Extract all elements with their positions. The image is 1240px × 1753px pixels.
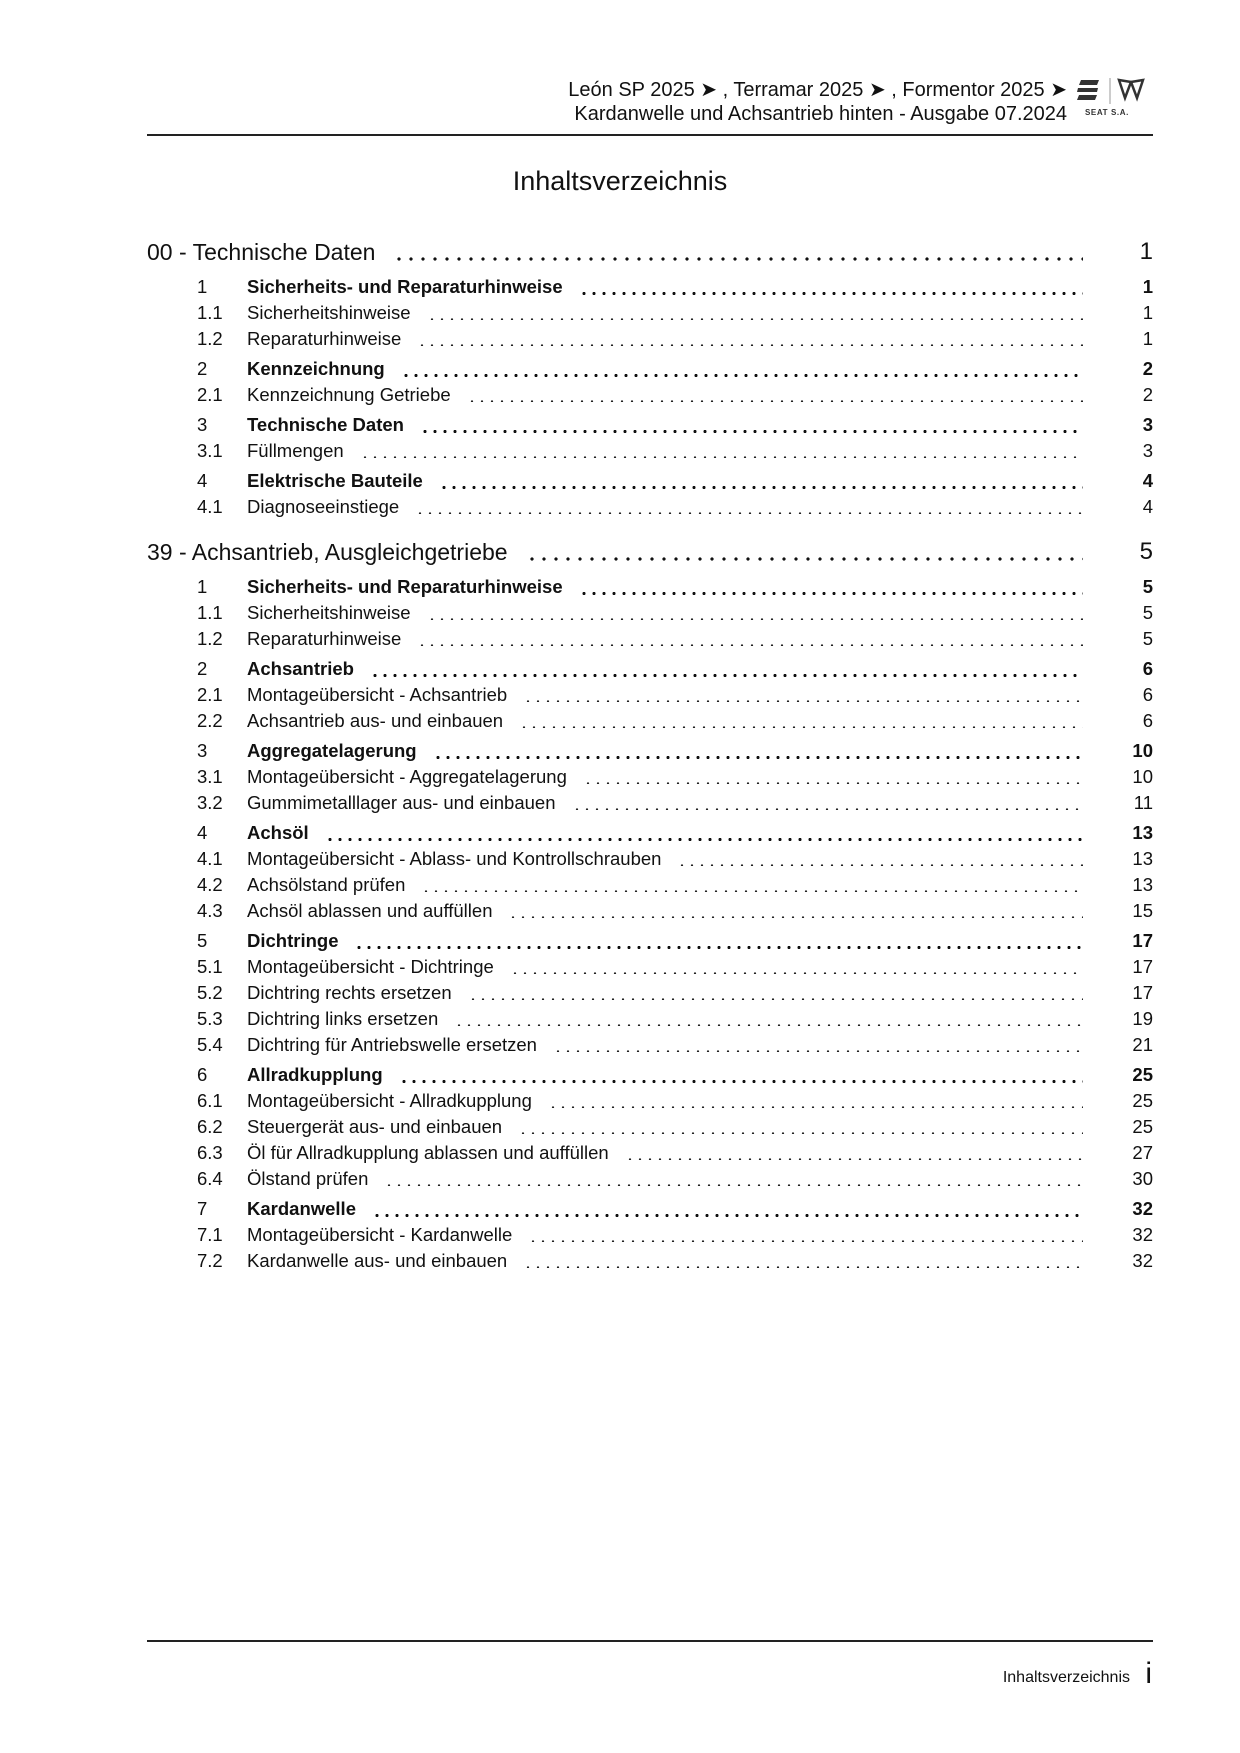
toc-section[interactable] [147, 468, 1153, 494]
toc-chapter-title: 00 - Technische Daten [147, 238, 376, 265]
toc-chapter[interactable] [147, 534, 1153, 570]
toc-section-page: 32 [1132, 1224, 1153, 1245]
toc-section-page: 25 [1132, 1116, 1153, 1137]
toc-chapter[interactable] [147, 234, 1153, 270]
toc-section-title: Montageübersicht - Allradkupplung [247, 1090, 532, 1111]
toc-section-title: Sicherheitshinweise [247, 302, 411, 323]
toc-section-title: Ölstand prüfen [247, 1168, 369, 1189]
toc-section-title: Technische Daten [247, 414, 404, 435]
toc-section-number: 6.2 [197, 1116, 223, 1137]
toc-section-title: Gummimetalllager aus- und einbauen [247, 792, 556, 813]
toc-section-number: 4.2 [197, 874, 223, 895]
toc-section[interactable] [147, 382, 1153, 408]
toc-leader [354, 946, 1083, 949]
toc-leader [519, 726, 1083, 728]
toc-section-title: Sicherheits- und Reparaturhinweise [247, 276, 563, 297]
toc-section-page: 5 [1142, 576, 1153, 597]
seat-logo [1073, 76, 1153, 128]
toc-section-page: 2 [1142, 358, 1153, 379]
toc-section-page: 25 [1132, 1090, 1153, 1111]
toc-leader [421, 890, 1083, 892]
toc-section-number: 2.2 [197, 710, 223, 731]
toc-section[interactable] [147, 494, 1153, 520]
toc-leader [427, 618, 1083, 620]
toc-section-page: 1 [1142, 328, 1153, 349]
footer-page-number: i [1145, 1657, 1152, 1690]
toc-section-title: Achsantrieb [247, 658, 354, 679]
toc-leader [548, 1106, 1083, 1108]
header-rule [147, 134, 1153, 136]
toc-section-page: 6 [1142, 658, 1153, 679]
toc-chapter-page: 1 [1139, 238, 1153, 265]
toc-section-page: 17 [1132, 982, 1153, 1003]
toc-section-page: 27 [1132, 1142, 1153, 1163]
toc-section-number: 3.1 [197, 440, 223, 461]
toc-section-page: 2 [1142, 384, 1153, 405]
toc-section-number: 5.1 [197, 956, 223, 977]
toc-section-page: 13 [1132, 822, 1153, 843]
toc-section-title: Dichtring rechts ersetzen [247, 982, 452, 1003]
toc-section-number: 1.2 [197, 328, 223, 349]
toc-section[interactable] [147, 1088, 1153, 1114]
toc-section[interactable] [147, 600, 1153, 626]
toc-section-number: 2 [197, 358, 208, 379]
toc-leader [420, 430, 1083, 433]
toc-section-title: Diagnoseeinstiege [247, 496, 400, 517]
toc-section-page: 11 [1133, 792, 1153, 813]
toc-leader [427, 318, 1083, 320]
toc-leader [393, 257, 1083, 261]
toc-section-title: Montageübersicht - Ablass- und Kontrollschrauben [247, 848, 662, 869]
footer-rule [147, 1640, 1153, 1642]
header-models: León SP 2025 ➤ , Terramar 2025 ➤ , Formentor 2025 ➤ [568, 79, 1067, 101]
toc-section-title: Dichtringe [247, 930, 339, 951]
toc-section[interactable] [147, 898, 1153, 924]
toc-leader [677, 864, 1083, 866]
toc-section-page: 10 [1132, 740, 1153, 761]
toc-section[interactable] [147, 1196, 1153, 1222]
toc-section-number: 1.1 [197, 602, 223, 623]
table-of-contents [147, 234, 1153, 1274]
toc-section[interactable] [147, 274, 1153, 300]
toc-section-page: 5 [1142, 628, 1153, 649]
toc-leader [417, 344, 1083, 346]
toc-leader [583, 782, 1083, 784]
toc-section-title: Montageübersicht - Aggregatelagerung [247, 766, 567, 787]
toc-section-page: 10 [1132, 766, 1153, 787]
toc-section-title: Achsölstand prüfen [247, 874, 406, 895]
page-header [147, 78, 1153, 134]
toc-leader [526, 557, 1083, 561]
toc-section[interactable] [147, 326, 1153, 352]
toc-chapter-page: 5 [1139, 538, 1153, 565]
toc-section-number: 3 [197, 414, 208, 435]
toc-section-title: Dichtring für Antriebswelle ersetzen [247, 1034, 537, 1055]
toc-section-number: 6.4 [197, 1168, 223, 1189]
toc-leader [439, 486, 1083, 489]
toc-leader [625, 1158, 1083, 1160]
seat-cupra-logo-icon [1073, 76, 1153, 108]
toc-section-title: Achsantrieb aus- und einbauen [247, 710, 504, 731]
toc-section-number: 7.2 [197, 1250, 223, 1271]
toc-section-page: 1 [1142, 276, 1153, 297]
toc-section[interactable] [147, 1006, 1153, 1032]
toc-section[interactable] [147, 954, 1153, 980]
toc-section[interactable] [147, 1222, 1153, 1248]
toc-section-page: 17 [1132, 930, 1153, 951]
toc-section[interactable] [147, 928, 1153, 954]
toc-section-number: 7 [197, 1198, 208, 1219]
toc-section-number: 5 [197, 930, 208, 951]
toc-leader [518, 1132, 1083, 1134]
toc-section[interactable] [147, 872, 1153, 898]
toc-leader [508, 916, 1083, 918]
toc-leader [468, 998, 1083, 1000]
toc-section[interactable] [147, 356, 1153, 382]
toc-section-title: Sicherheits- und Reparaturhinweise [247, 576, 563, 597]
toc-leader [467, 400, 1083, 402]
toc-section-title: Montageübersicht - Dichtringe [247, 956, 494, 977]
toc-section-title: Reparaturhinweise [247, 328, 402, 349]
toc-section-title: Reparaturhinweise [247, 628, 402, 649]
toc-section-title: Aggregatelagerung [247, 740, 417, 761]
toc-section-title: Sicherheitshinweise [247, 602, 411, 623]
toc-leader [572, 808, 1083, 810]
toc-section-title: Allradkupplung [247, 1064, 383, 1085]
toc-section[interactable] [147, 300, 1153, 326]
toc-section-page: 13 [1132, 874, 1153, 895]
toc-section-page: 21 [1132, 1034, 1153, 1055]
toc-section[interactable] [147, 574, 1153, 600]
toc-section-number: 4.1 [197, 496, 223, 517]
toc-section-number: 6 [197, 1064, 208, 1085]
toc-section-page: 3 [1142, 440, 1153, 461]
toc-section[interactable] [147, 626, 1153, 652]
toc-section-page: 6 [1142, 684, 1153, 705]
toc-section-number: 6.3 [197, 1142, 223, 1163]
toc-section-number: 1.1 [197, 302, 223, 323]
toc-leader [523, 1266, 1083, 1268]
toc-section-number: 2.1 [197, 684, 223, 705]
toc-section[interactable] [147, 820, 1153, 846]
toc-section-title: Dichtring links ersetzen [247, 1008, 439, 1029]
toc-section-number: 4.3 [197, 900, 223, 921]
toc-section[interactable] [147, 738, 1153, 764]
toc-section-number: 1 [197, 576, 208, 597]
toc-section-title: Achsöl [247, 822, 309, 843]
toc-section-title: Montageübersicht - Achsantrieb [247, 684, 508, 705]
toc-leader [528, 1240, 1083, 1242]
toc-section-number: 3 [197, 740, 208, 761]
page-title: Inhaltsverzeichnis [512, 166, 728, 196]
toc-section-number: 3.2 [197, 792, 223, 813]
toc-section-page: 4 [1142, 496, 1153, 517]
toc-section-page: 4 [1142, 470, 1153, 491]
toc-leader [384, 1184, 1083, 1186]
toc-leader [372, 1214, 1083, 1217]
toc-section-title: Kardanwelle aus- und einbauen [247, 1250, 508, 1271]
toc-leader [415, 512, 1083, 514]
toc-section-number: 2.1 [197, 384, 223, 405]
toc-section[interactable] [147, 438, 1153, 464]
toc-leader [454, 1024, 1083, 1026]
toc-section-page: 15 [1132, 900, 1153, 921]
toc-leader [417, 644, 1083, 646]
toc-section-page: 32 [1132, 1198, 1153, 1219]
toc-leader [553, 1050, 1083, 1052]
logo-caption: SEAT S.A. [1085, 108, 1129, 117]
footer-label: Inhaltsverzeichnis [1002, 1669, 1130, 1686]
toc-section[interactable] [147, 1248, 1153, 1274]
toc-section-title: Öl für Allradkupplung ablassen und auffüllen [247, 1142, 609, 1163]
toc-leader [370, 674, 1083, 677]
toc-section-title: Kennzeichnung [247, 358, 385, 379]
toc-section-page: 3 [1142, 414, 1153, 435]
toc-section-page: 1 [1142, 302, 1153, 323]
toc-section[interactable] [147, 1166, 1153, 1192]
toc-section-title: Kardanwelle [247, 1198, 356, 1219]
toc-section-number: 4 [197, 822, 208, 843]
toc-chapter-title: 39 - Achsantrieb, Ausgleichgetriebe [147, 538, 508, 565]
toc-leader [579, 592, 1083, 595]
toc-section[interactable] [147, 682, 1153, 708]
toc-leader [433, 756, 1083, 759]
toc-section-number: 5.2 [197, 982, 223, 1003]
toc-section-title: Montageübersicht - Kardanwelle [247, 1224, 513, 1245]
header-text [568, 78, 1067, 126]
toc-section[interactable] [147, 412, 1153, 438]
toc-leader [401, 374, 1083, 377]
toc-section-number: 6.1 [197, 1090, 223, 1111]
toc-leader [510, 972, 1083, 974]
toc-section[interactable] [147, 708, 1153, 734]
toc-section[interactable] [147, 656, 1153, 682]
toc-section[interactable] [147, 790, 1153, 816]
toc-section-title: Achsöl ablassen und auffüllen [247, 900, 493, 921]
header-subtitle: Kardanwelle und Achsantrieb hinten - Ausgabe 07.2024 [574, 103, 1067, 125]
toc-section-number: 1 [197, 276, 208, 297]
toc-section-title: Kennzeichnung Getriebe [247, 384, 451, 405]
toc-section[interactable] [147, 764, 1153, 790]
toc-section-page: 19 [1132, 1008, 1153, 1029]
toc-section-page: 30 [1132, 1168, 1153, 1189]
toc-section-number: 4.1 [197, 848, 223, 869]
toc-section-title: Füllmengen [247, 440, 344, 461]
toc-section[interactable] [147, 1114, 1153, 1140]
toc-section[interactable] [147, 1032, 1153, 1058]
toc-section-number: 4 [197, 470, 208, 491]
toc-section-page: 5 [1142, 602, 1153, 623]
toc-leader [399, 1080, 1083, 1083]
toc-section[interactable] [147, 846, 1153, 872]
toc-section[interactable] [147, 1140, 1153, 1166]
toc-section-page: 6 [1142, 710, 1153, 731]
toc-section-page: 32 [1132, 1250, 1153, 1271]
toc-section[interactable] [147, 980, 1153, 1006]
toc-section-number: 5.4 [197, 1034, 223, 1055]
toc-section-number: 7.1 [197, 1224, 223, 1245]
toc-section-page: 25 [1132, 1064, 1153, 1085]
toc-leader [360, 456, 1083, 458]
toc-section-number: 3.1 [197, 766, 223, 787]
toc-section-number: 1.2 [197, 628, 223, 649]
toc-section-number: 2 [197, 658, 208, 679]
toc-section-title: Elektrische Bauteile [247, 470, 423, 491]
toc-section-number: 5.3 [197, 1008, 223, 1029]
toc-leader [325, 838, 1083, 841]
toc-section-page: 17 [1132, 956, 1153, 977]
toc-section-page: 13 [1132, 848, 1153, 869]
toc-section-title: Steuergerät aus- und einbauen [247, 1116, 503, 1137]
toc-section[interactable] [147, 1062, 1153, 1088]
toc-leader [579, 292, 1083, 295]
toc-leader [523, 700, 1083, 702]
